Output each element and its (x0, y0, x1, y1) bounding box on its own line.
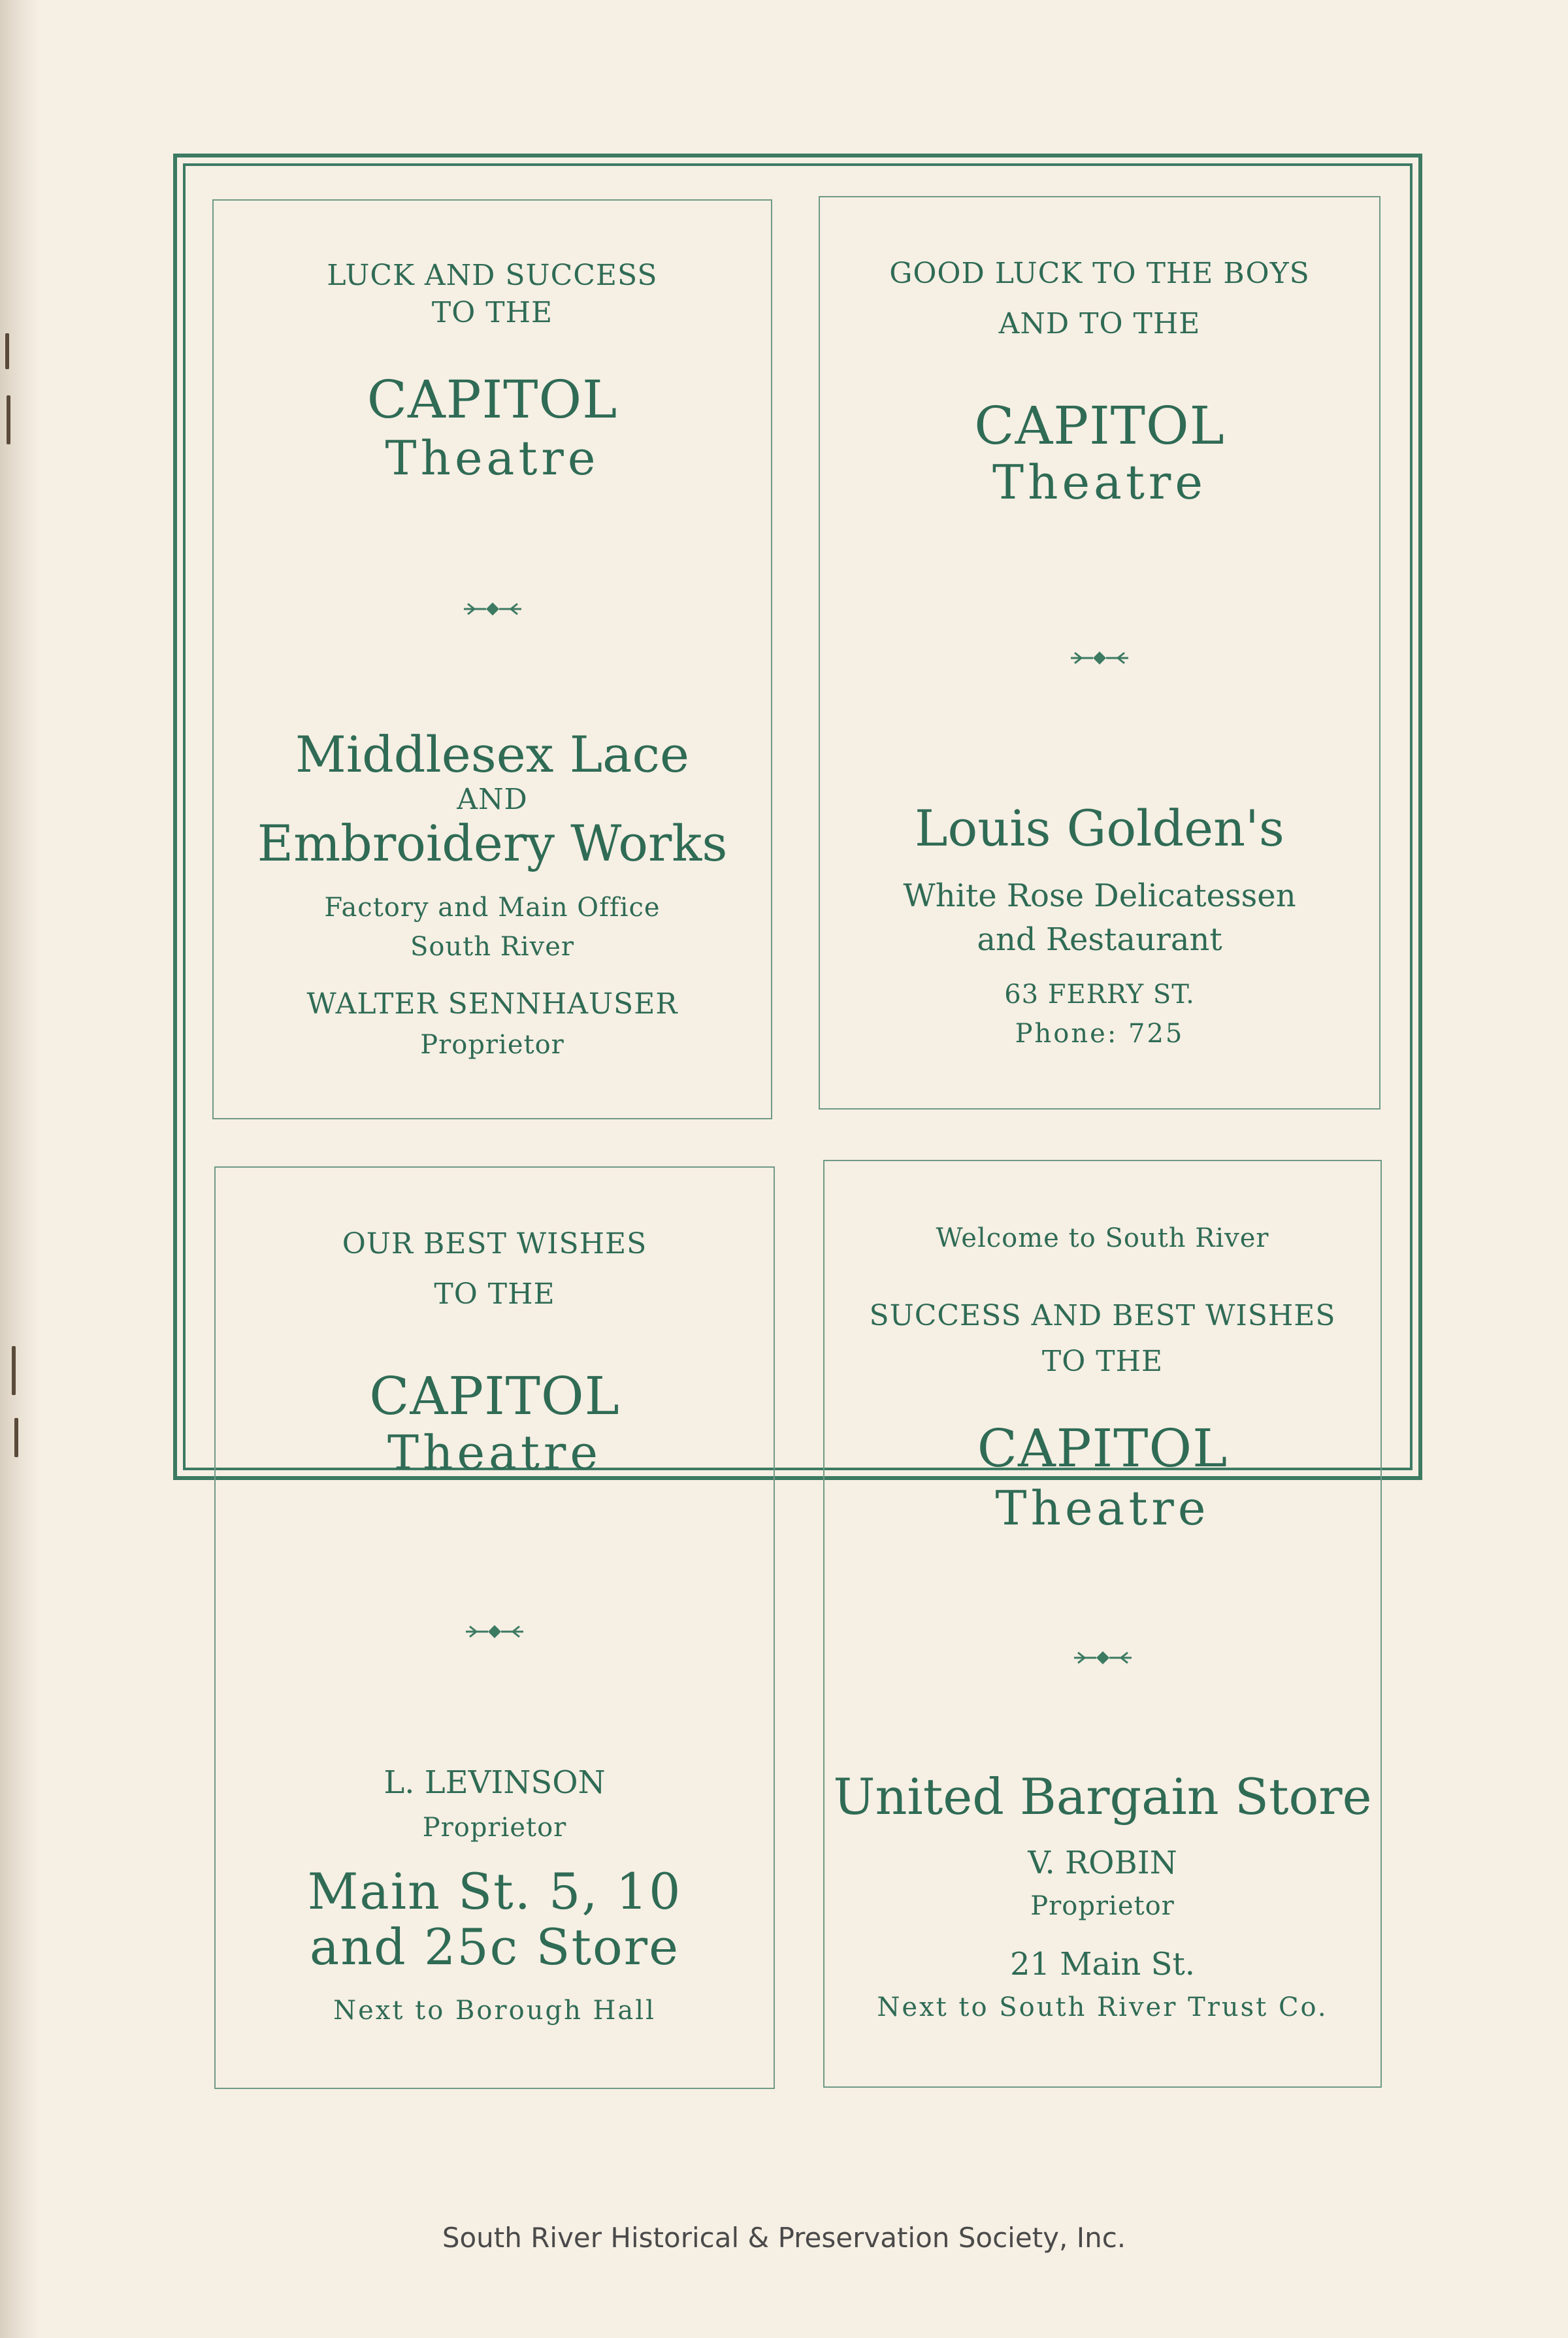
ad-greeting-line: LUCK AND SUCCESS (327, 259, 658, 292)
ad-owner-title: Proprietor (420, 1030, 564, 1060)
ad-business-name: United Bargain Store (833, 1768, 1372, 1826)
binding-staple-mark (7, 395, 10, 444)
ornament-icon (1067, 648, 1132, 668)
ad-detail-line: Next to South River Trust Co. (877, 1992, 1328, 2022)
ad-united-bargain-store (823, 1160, 1382, 2088)
ad-business-name: and 25c Store (309, 1918, 680, 1976)
ad-business-name: Middlesex Lace (295, 725, 690, 783)
ad-louis-goldens (819, 196, 1380, 1110)
ad-business-line: White Rose Delicatessen (903, 878, 1296, 914)
ad-theatre-title: Theatre (387, 1425, 602, 1480)
ad-levinson-store (214, 1166, 775, 2089)
ad-owner-name: V. ROBIN (1028, 1845, 1177, 1881)
ad-owner-title: Proprietor (422, 1813, 567, 1843)
ad-greeting-line: GOOD LUCK TO THE BOYS (889, 257, 1310, 290)
ad-greeting-line: TO THE (434, 1277, 555, 1311)
ad-capitol-title: CAPITOL (367, 369, 618, 430)
ad-greeting-line: SUCCESS AND BEST WISHES (869, 1299, 1336, 1332)
ad-greeting-line: TO THE (431, 296, 553, 329)
ad-greeting-line: TO THE (1041, 1345, 1164, 1378)
ad-detail-line: South River (410, 932, 575, 962)
ad-address: 21 Main St. (1009, 1946, 1196, 1983)
ad-middlesex-lace (212, 199, 772, 1119)
ad-greeting-line: AND TO THE (998, 307, 1201, 340)
ad-address: 63 FERRY ST. (1004, 980, 1195, 1010)
ad-owner-name: WALTER SENNHAUSER (306, 987, 678, 1021)
ad-owner-name: L. LEVINSON (384, 1764, 606, 1801)
ad-theatre-title: Theatre (992, 455, 1207, 510)
ad-detail-line: Next to Borough Hall (333, 1996, 656, 2026)
ad-detail-line: Factory and Main Office (324, 893, 661, 923)
binding-staple-mark (14, 1418, 18, 1457)
ad-business-and: AND (457, 783, 528, 816)
ad-phone: Phone: 725 (1015, 1019, 1184, 1049)
binding-staple-mark (5, 333, 9, 369)
ornament-icon (1070, 1648, 1135, 1668)
ornament-icon (462, 1622, 527, 1641)
ad-business-name: Louis Golden's (915, 799, 1284, 857)
binding-staple-mark (12, 1346, 16, 1395)
ad-greeting-line: OUR BEST WISHES (342, 1227, 647, 1260)
ad-theatre-title: Theatre (385, 431, 600, 486)
ad-capitol-title: CAPITOL (974, 395, 1225, 456)
ad-business-line: and Restaurant (977, 921, 1222, 958)
ad-capitol-title: CAPITOL (977, 1418, 1228, 1479)
ad-welcome-line: Welcome to South River (936, 1223, 1269, 1253)
ad-business-name: Embroidery Works (257, 814, 728, 872)
ornament-icon (460, 599, 525, 619)
ad-owner-title: Proprietor (1030, 1891, 1175, 1921)
footer-credit: South River Historical & Preservation Society, Inc. (442, 2222, 1126, 2254)
ad-business-name: Main St. 5, 10 (307, 1862, 682, 1920)
ad-theatre-title: Theatre (995, 1481, 1210, 1536)
ad-capitol-title: CAPITOL (369, 1366, 620, 1426)
